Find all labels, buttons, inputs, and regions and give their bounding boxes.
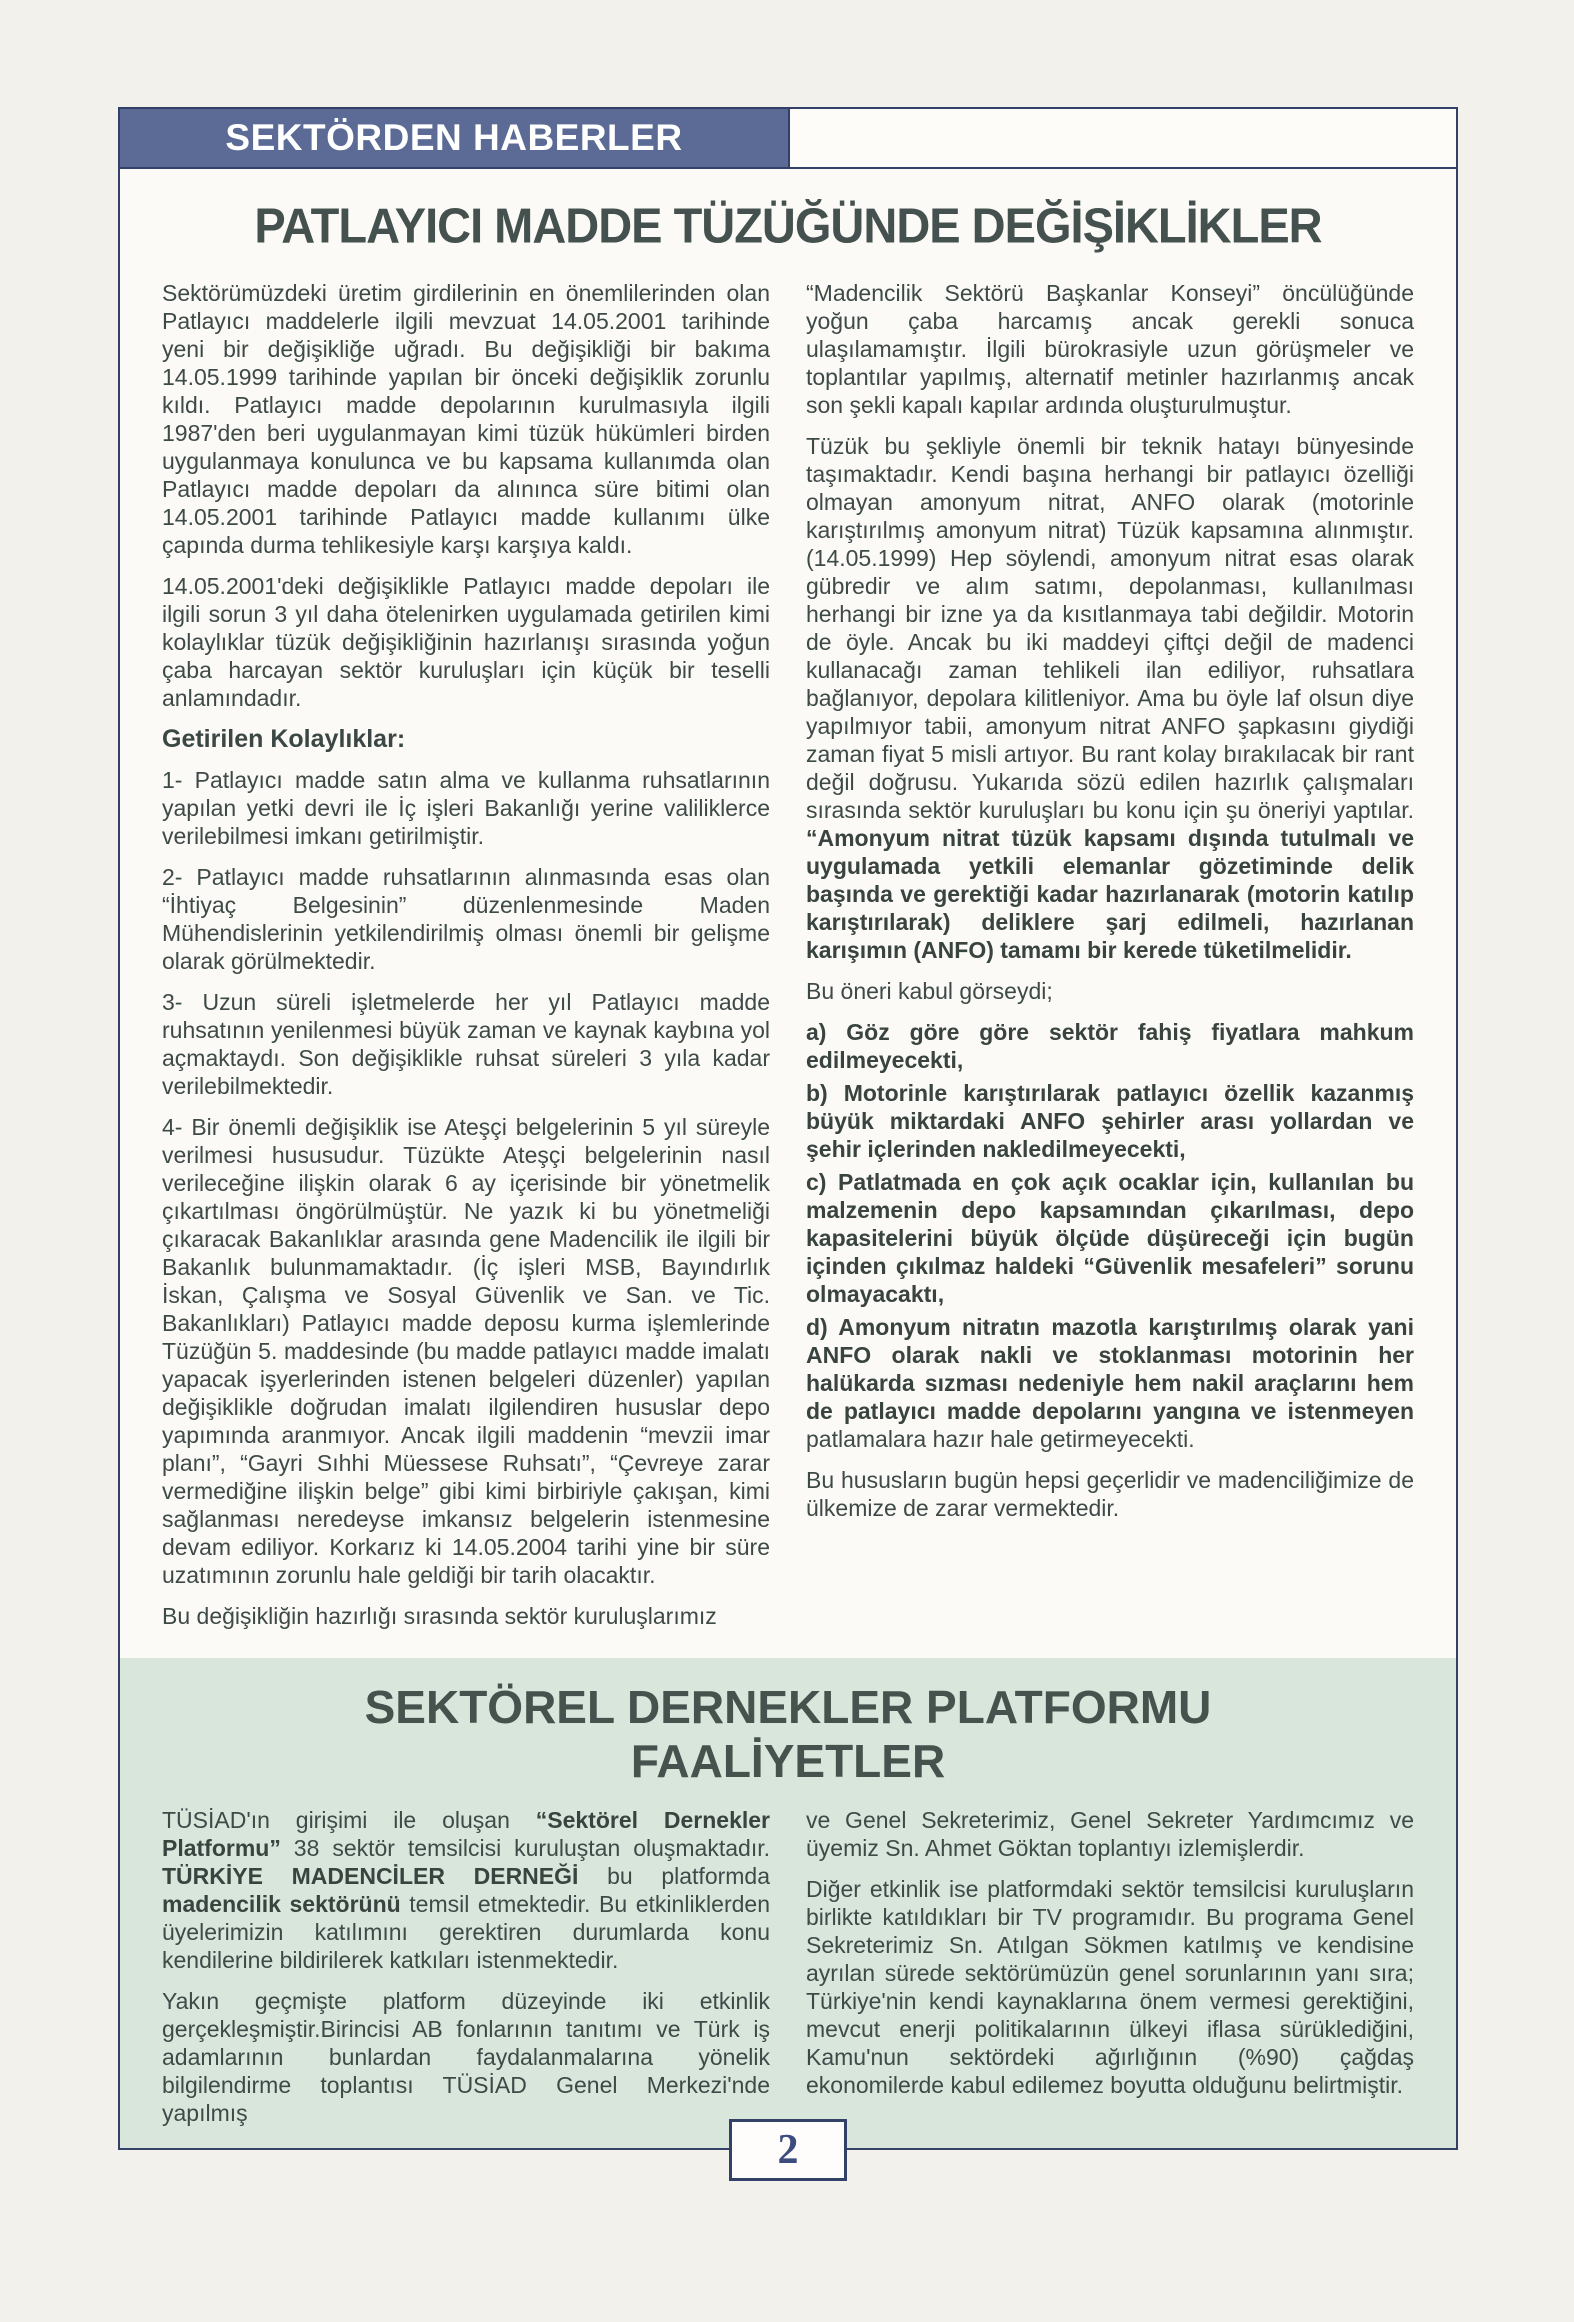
platform-title-line2: FAALİYETLER: [630, 1735, 946, 1787]
bold-text-run: a) Göz göre göre sektör fahiş fiyatlara mahkum edilmeyecekti,: [806, 1019, 1414, 1073]
bold-text-run: madencilik sektörünü: [162, 1891, 401, 1917]
header-row: [120, 109, 1456, 169]
bold-text-run: d) Amonyum nitratın mazotla karıştırılmış olarak yani ANFO olarak nakli ve stoklanması motorinin her halükarda sızması nedeniyle hem nakil araçlarını hem de patlayıcı madde depolarını yangına ve istenmeyen: [806, 1314, 1414, 1424]
page-number-box: [729, 2119, 847, 2181]
content-frame: [118, 107, 1458, 2150]
list-item: [806, 1313, 1414, 1453]
bold-text-run: “Amonyum nitrat tüzük kapsamı dışında tutulmalı ve uygulamada yetkili elemanlar gözetiminde delik başında ve gerektiği kadar hazırlanarak (motorin katılıp karıştırılarak) deliklere şarj edilmeli, hazırlanan karışımın (ANFO) tamamı bir kerede tüketilmelidir.: [806, 825, 1414, 963]
platform-left-column: [162, 1806, 770, 2140]
text-run: bu platformda: [578, 1863, 771, 1889]
subheading: Getirilen Kolaylıklar:: [162, 725, 406, 753]
bold-text-run: b) Motorinle karıştırılarak patlayıcı özellik kazanmış büyük miktardaki ANFO şehirler arası yollardan ve şehir içlerinden nakledilmeyecekti,: [806, 1080, 1414, 1162]
paragraph: Bu değişikliğin hazırlığı sırasında sektör kuruluşlarımız: [162, 1603, 717, 1629]
paragraph: Diğer etkinlik ise platformdaki sektör temsilcisi kuruluşların birlikte katıldıkları bir TV programıdır. Bu programa Genel Sekreterimiz Sn. Atılgan Sökmen katılmış ve kendisine ayrılan sürede sektörümüzün genel sorunlarının yanı sıra; Türkiye'nin kendi kaynaklarına önem vermesi gerektiğini, mevcut enerji politikalarının ülkeyi iflasa sürüklediğini, Kamu'nun sektördeki ağırlığının (%90) çağdaş ekonomilerde kabul edilemez boyutta olduğunu belirtmiştir.: [806, 1876, 1414, 2098]
article-left-column: [162, 279, 770, 1643]
platform-right-column: [806, 1806, 1414, 2140]
paragraph: 14.05.2001'deki değişiklikle Patlayıcı madde depoları ile ilgili sorun 3 yıl daha ötelenirken uygulamada getirilen kimi kolaylıklar tüzük değişikliğinin hazırlanışı sırasında yoğun çaba harcayan sektör kuruluşları için küçük bir teselli anlamındadır.: [162, 573, 770, 711]
paragraph: [806, 432, 1414, 964]
paragraph: Bu hususların bugün hepsi geçerlidir ve madenciliğimize de ülkemize de zarar vermektedir.: [806, 1467, 1414, 1521]
list-item: [806, 1168, 1414, 1308]
text-run: 38 sektör temsilcisi kuruluştan oluşmaktadır.: [280, 1835, 770, 1861]
bold-text-run: TÜRKİYE MADENCİLER DERNEĞİ: [162, 1863, 579, 1889]
bold-text-run: c) Patlatmada en çok açık ocaklar için, kullanılan bu malzemenin depo kapsamından çıkarılması, depo kapasitelerini büyük ölçüde düşüreceği için bugün içinden çıkılmaz haldeki “Güvenlik mesafeleri” sorunu olmayacaktı,: [806, 1169, 1414, 1307]
list-item: 3- Uzun süreli işletmelerde her yıl Patlayıcı madde ruhsatının yenilenmesi büyük zaman ve kaynak kaybına yol açmaktaydı. Son değişiklikle ruhsat süreleri 3 yıla kadar verilebilmektedir.: [162, 989, 770, 1099]
text-run: temsil etmektedir. Bu etkinliklerden üyelerimizin katılımını gerektiren durumlarda konu kendilerine bildirilerek katkıları istenmektedir.: [162, 1891, 770, 1973]
platform-section: [120, 1658, 1456, 2148]
main-article: [120, 169, 1456, 1658]
article-right-column: [806, 279, 1414, 1643]
paragraph: Bu öneri kabul görseydi;: [806, 978, 1053, 1004]
bold-text-run: “Sektörel Dernekler Platformu”: [162, 1807, 771, 1861]
section-banner: [120, 109, 788, 167]
paragraph: “Madencilik Sektörü Başkanlar Konseyi” öncülüğünde yoğun çaba harcamış ancak gerekli sonuca ulaşılamamıştır. İlgili bürokrasiyle uzun görüşmeler ve toplantılar yapılmış, alternatif metinler hazırlanmış ancak son şekli kapalı kapılar ardında oluşturulmuştur.: [806, 280, 1414, 418]
text-run: Tüzük bu şekliyle önemli bir teknik hatayı bünyesinde taşımaktadır. Kendi başına herhangi bir patlayıcı özelliği olmayan amonyum nitrat, ANFO olarak (motorinle karıştırılmış amonyum nitrat) Tüzük kapsamına alınmıştır. (14.05.1999) Hep söylendi, amonyum nitrat esas olarak gübredir ve alım satımı, depolanması, kullanılması herhangi bir izne ya da kısıtlanmaya tabi değildir. Motorin de öyle. Ancak bu iki maddeyi çiftçi değil de madenci kullanacağı zaman tehlikeli ilan ediliyor, ruhsatlara bağlanıyor, depolara kilitleniyor. Ama bu öyle laf olsun diye yapılmıyor tabii, amonyum nitrat ANFO şapkasını giydiği zaman fiyat 5 misli artıyor. Bu rant kolay bırakılacak bir rant değil doğrusu. Yukarıda sözü edilen hazırlık çalışmaları sırasında sektör kuruluşları bu konu için şu öneriyi yaptılar.: [806, 433, 1414, 823]
page-number: 2: [777, 2127, 799, 2173]
paragraph: Yakın geçmişte platform düzeyinde iki etkinlik gerçekleşmiştir.Birincisi AB fonlarının tanıtımı ve Türk iş adamlarının bunlardan faydalanmalarına yönelik bilgilendirme toplantısı TÜSİAD Genel Merkezi'nde yapılmış: [162, 1988, 770, 2126]
list-item: 2- Patlayıcı madde ruhsatlarının alınmasında esas olan “İhtiyaç Belgesinin” düzenlenmesinde Maden Mühendislerinin yetkilendirilmiş olması önemli bir gelişme olarak görülmektedir.: [162, 864, 770, 974]
list-item: 1- Patlayıcı madde satın alma ve kullanma ruhsatlarının yapılan yetki devri ile İç işleri Bakanlığı yerine valiliklerce verilebilmesi imkanı getirilmiştir.: [162, 767, 770, 849]
article-columns: [162, 279, 1414, 1643]
paragraph: [162, 1806, 770, 1974]
section-banner-label: SEKTÖRDEN HABERLER: [225, 117, 683, 158]
header-empty-box: [788, 109, 1456, 167]
text-run: patlamalara hazır hale getirmeyecekti.: [806, 1426, 1195, 1452]
paragraph: Sektörümüzdeki üretim girdilerinin en önemlilerinden olan Patlayıcı maddelerle ilgili mevzuat 14.05.2001 tarihinde yeni bir değişikliğe uğradı. Bu değişikliği bir bakıma 14.05.1999 tarihinde yapılan bir önceki değişiklik zorunlu kıldı. Patlayıcı madde depolarının kurulmasıyla ilgili 1987'den beri uygulanmayan kimi tüzük hükümleri birden uygulanmaya konulunca ve bu kapsama kullanımda olan Patlayıcı madde depoları da alınınca süre bitimi olan 14.05.2001 tarihinde Patlayıcı madde kullanımı ülke çapında durma tehlikesiyle karşı karşıya kaldı.: [162, 280, 770, 558]
platform-title-line1: SEKTÖREL DERNEKLER PLATFORMU: [364, 1681, 1212, 1733]
text-run: TÜSİAD'ın girişimi ile oluşan: [162, 1807, 536, 1833]
list-item: 4- Bir önemli değişiklik ise Ateşçi belgelerinin 5 yıl süreyle verilmesi hususudur. Tüzükte Ateşçi belgelerinin nasıl verileceğine ilişkin olarak 6 ay içerisinde bir yönetmelik çıkartılması öngörülmüştür. Ne yazık ki bu yönetmeliği çıkaracak Bakanlıklar arasında gene Madencilik ile ilgili bir Bakanlık bulunmamaktadır. (İç işleri MSB, Bayındırlık İskan, Çalışma ve Sosyal Güvenlik ve San. ve Tic. Bakanlıkları) Patlayıcı madde deposu kurma işlemlerinde Tüzüğün 5. maddesinde (bu madde patlayıcı madde imalatı yapacak işyerlerinden istenen belgeleri düzenler) yapılan değişiklikle doğrudan imalatı ilgilendiren hususlar depo yapımında aranmıyor. Ancak ilgili maddenin “mevzii imar planı”, “Gayri Sıhhi Müessese Ruhsatı”, “Çevreye zarar vermediğine ilişkin belge” gibi kimi birbiriyle çakışan, kimi sağlanması neredeyse imkansız belgelerin istenmesine devam ediliyor. Korkarız ki 14.05.2004 tarihi yine bir süre uzatımının zorunlu hale geldiği bir tarih olacaktır.: [162, 1114, 770, 1588]
paragraph: ve Genel Sekreterimiz, Genel Sekreter Yardımcımız ve üyemiz Sn. Ahmet Göktan toplantıyı izlemişlerdir.: [806, 1807, 1414, 1861]
list-item: [806, 1018, 1414, 1074]
list-item: [806, 1079, 1414, 1163]
article-title: PATLAYICI MADDE TÜZÜĞÜNDE DEĞİŞİKLİKLER: [254, 197, 1322, 254]
platform-columns: [162, 1806, 1414, 2140]
